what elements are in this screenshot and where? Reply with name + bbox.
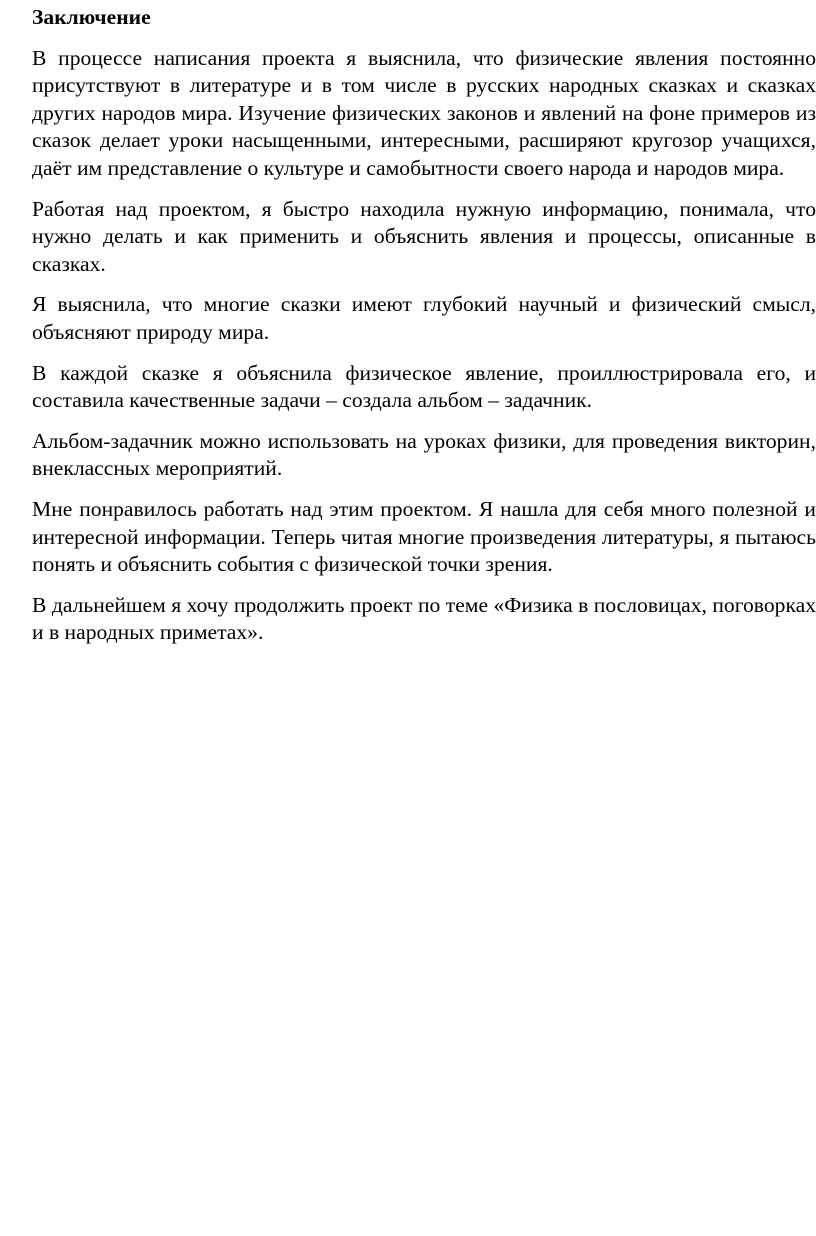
paragraph-5: Альбом-задачник можно использовать на уроках физики, для проведения викторин, внеклассных мероприятий. xyxy=(32,428,816,481)
paragraph-6: Мне понравилось работать над этим проектом. Я нашла для себя много полезной и интересной информации. Теперь читая многие произведения литературы, я пытаюсь понять и объяснить события с физической точки зрения. xyxy=(32,496,816,577)
document-page xyxy=(32,4,816,660)
paragraph-4: В каждой сказке я объяснила физическое явление, проиллюстрировала его, и составила качественные задачи – создала альбом – задачник. xyxy=(32,360,816,413)
section-heading: Заключение xyxy=(32,5,151,29)
paragraph-2: Работая над проектом, я быстро находила нужную информацию, понимала, что нужно делать и как применить и объяснить явления и процессы, описанные в сказках. xyxy=(32,196,816,276)
paragraph-1: В процессе написания проекта я выяснила, что физические явления постоянно присутствуют в литературе и в том числе в русских народных сказках и сказках других народов мира. Изучение физических законов и явлений на фоне примеров из сказок делает уроки насыщенными, интересными, расширяют кругозор учащихся, даёт им представление о культуре и самобытности своего народа и народов мира. xyxy=(32,45,816,180)
paragraph-7: В дальнейшем я хочу продолжить проект по теме «Физика в пословицах, поговорках и в народных приметах». xyxy=(32,592,816,645)
paragraph-3: Я выяснила, что многие сказки имеют глубокий научный и физический смысл, объясняют природу мира. xyxy=(32,292,816,344)
